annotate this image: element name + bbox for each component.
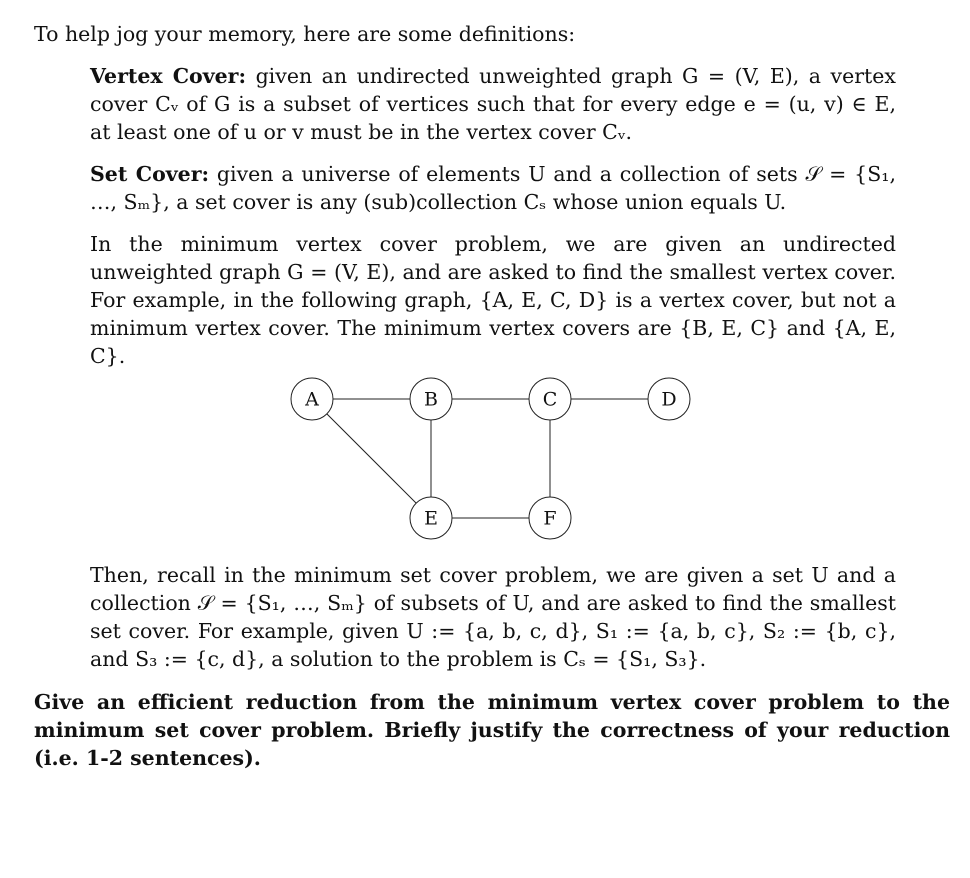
node-label: C [542, 388, 558, 411]
node-label: B [424, 388, 438, 411]
vertex-cover-definition [90, 62, 896, 146]
node-label: A [305, 388, 319, 411]
min-set-cover-paragraph: Then, recall in the minimum set cover problem, we are given a set U and a collection 𝒮 = {S₁, …, Sₘ} of subsets of U, and are asked to find the smallest set cover. For example, given U := {a, b, c, d}, S₁ := {a, b, c}, S₂ := {b, c}, and S₃ := {c, d}, a solution to the problem is Cₛ = {S₁, S₃}. [90, 563, 896, 671]
set-cover-text: given a universe of elements U and a collection of sets 𝒮 = {S₁, …, Sₘ}, a set cover is any (sub)collection Cₛ whose union equals U. [90, 162, 896, 214]
edge-A-E [312, 399, 431, 518]
intro-text: To help jog your memory, here are some definitions: [34, 22, 576, 46]
vertex-cover-text: given an undirected unweighted graph G = (V, E), a vertex cover Cᵥ of G is a subset of vertices such that for every edge e = (u, v) ∈ E, at least one of u or v must be in the vertex cover Cᵥ. [90, 64, 896, 144]
definitions-block [90, 62, 896, 384]
min-vertex-cover-paragraph: In the minimum vertex cover problem, we are given an undirected unweighted graph G = (V, E), and are asked to find the smallest vertex cover. For example, in the following graph, {A, E, C, D} is a vertex cover, but not a minimum vertex cover. The minimum vertex covers are {B, E, C} and {A, E, C}. [90, 232, 896, 368]
node-label: D [661, 388, 677, 411]
node-D [648, 378, 690, 420]
set-cover-definition [90, 160, 896, 216]
node-C [529, 378, 571, 420]
node-A [291, 378, 333, 420]
node-label: F [543, 507, 557, 530]
vertex-cover-term: Vertex Cover: [90, 64, 247, 88]
node-B [410, 378, 452, 420]
example-graph [280, 370, 700, 540]
node-E [410, 497, 452, 539]
graph-nodes [291, 378, 690, 539]
node-label: E [424, 507, 438, 530]
set-cover-term: Set Cover: [90, 162, 210, 186]
question-text: Give an efficient reduction from the minimum vertex cover problem to the minimum set cover problem. Briefly justify the correctness of your reduction (i.e. 1-2 sentences). [34, 690, 950, 770]
node-F [529, 497, 571, 539]
graph-edges [312, 399, 669, 518]
